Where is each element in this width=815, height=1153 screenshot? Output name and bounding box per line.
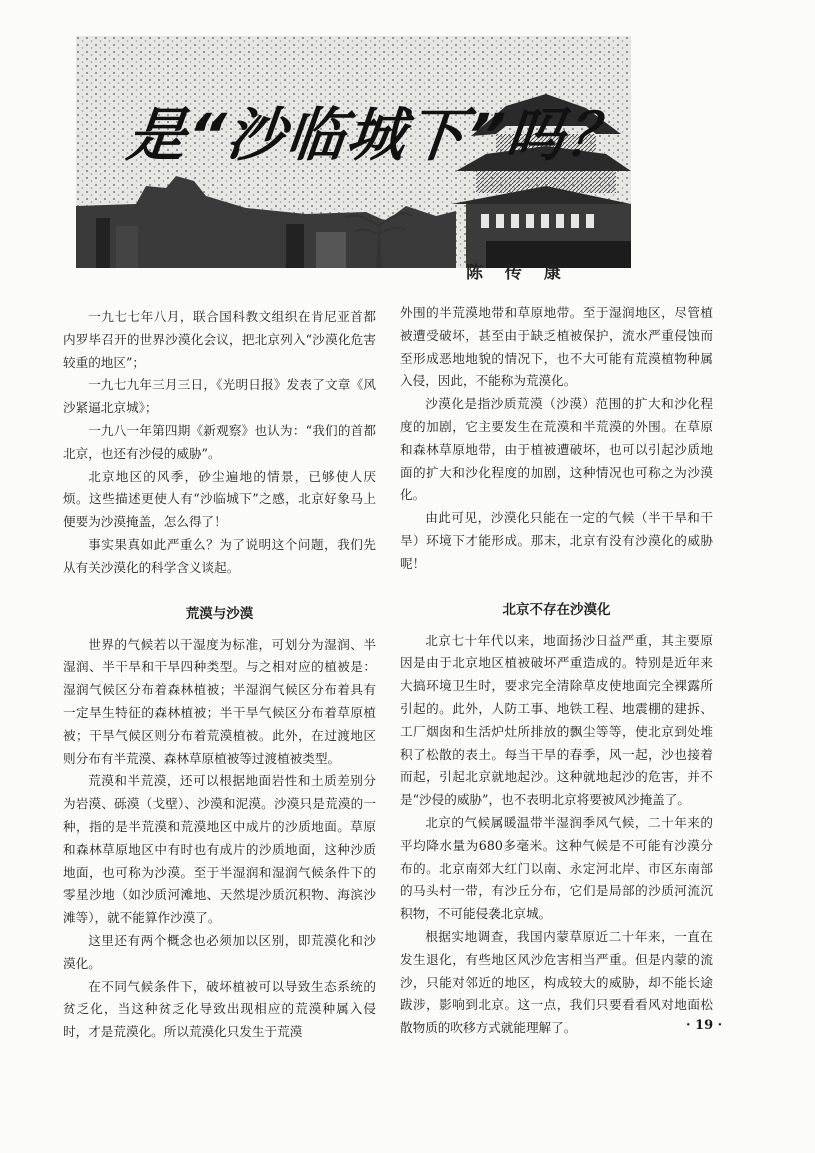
paragraph: 北京七十年代以来，地面扬沙日益严重，其主要原因是由于北京地区植被破坏严重造成的。特别是近年来大搞环境卫生时，要求完全清除草皮使地面完全裸露所引起的。此外，人防工事、地铁工程、地震棚的建拆、工厂烟囱和生活炉灶所排放的飘尘等等，使北京到处堆积了松散的表土。每当干旱的春季，风一起，沙也接着而起，引起北京就地起沙。这种就地起沙的危害，并不是“沙侵的威胁”，也不表明北京将要被风沙掩盖了。 (400, 632, 713, 808)
paragraph: 一九八一年第四期《新观察》也认为：“我们的首都北京，也还有沙侵的威胁”。 (63, 422, 376, 461)
paragraph: 根据实地调查，我国内蒙草原近二十年来，一直在发生退化，有些地区风沙危害相当严重。但是内蒙的流沙，只能对邻近的地区，构成较大的威胁，却不能长途跋涉，影响到北京。这一点，我们只要看看风对地面松散物质的吹移方式就能理解了。 (400, 928, 713, 1036)
article-author: 陈 传 康 (466, 263, 569, 283)
paragraph: 沙漠化是指沙质荒漠（沙漠）范围的扩大和沙化程度的加剧，它主要发生在荒漠和半荒漠的外围。在草原和森林草原地带，由于植被遭破坏，也可以引起沙质地面的扩大和沙化程度的加剧，这种情况也可称之为沙漠化。 (400, 396, 713, 503)
section-heading: 北京不存在沙漠化 (502, 601, 611, 618)
building-icon (316, 232, 346, 268)
paragraph: 世界的气候若以干湿度为标准，可划分为湿润、半湿润、半干旱和干旱四种类型。与之相对应的植被是：湿润气候区分布着森林植被；半湿润气候区分布着具有一定旱生特征的森林植被；半干旱气候区分布着草原植被；干旱气候区则分布着荒漠植被。此外，在过渡地区则分布有半荒漠、森林草原植被等过渡植被类型。 (63, 636, 376, 766)
paragraph: 一九七九年三月三日，《光明日报》发表了文章《风沙紧逼北京城》； (63, 377, 376, 416)
paragraph: 这里还有两个概念也必须加以区别，即荒漠化和沙漠化。 (63, 932, 376, 971)
paragraph: 一九七七年八月，联合国科教文组织在肯尼亚首都内罗毕召开的世界沙漠化会议，把北京列入“沙漠化危害较重的地区”； (63, 309, 376, 370)
article-title: 是“沙临城下”吗？ (123, 101, 630, 169)
paragraph: 北京的气候属暖温带半湿润季风气候，二十年来的平均降水量为680多毫米。这种气候是不可能有沙漠分布的。北京南郊大红门以南、永定河北岸、市区东南部的马头村一带，有沙丘分布，它们是局部的沙质河流沉积物，不可能侵袭北京城。 (400, 814, 713, 922)
building-icon (116, 226, 138, 268)
paragraph-continued: 外围的半荒漠地带和草原地带。至于湿润地区，尽管植被遭受破坏，甚至由于缺乏植被保护，流水严重侵蚀而至形成恶地地貌的情况下，也不大可能有荒漠植物种属入侵，因此，不能称为荒漠化。 (400, 305, 713, 389)
building-icon (286, 224, 304, 268)
paragraph: 事实果真如此严重么？为了说明这个问题，我们先从有关沙漠化的科学含义谈起。 (63, 536, 376, 575)
paragraph: 荒漠和半荒漠，还可以根据地面岩性和土质差别分为岩漠、砾漠（戈壁）、沙漠和泥漠。沙漠只是荒漠的一种，指的是半荒漠和荒漠地区中成片的沙质地面。草原和森林草原地区中有时也有成片的沙质地面，这种沙质地面，也可称为沙漠。至于半湿润和湿润气候条件下的零星沙地（如沙质河滩地、天然堤沙质沉积物、海滨沙滩等），就不能算作沙漠了。 (63, 773, 376, 926)
paragraph: 北京地区的风季，砂尘遍地的情景，已够使人厌烦。这些描述更使人有“沙临城下”之感，北京好象马上便要为沙漠掩盖，怎么得了！ (63, 468, 376, 530)
building-icon (96, 218, 110, 268)
header-illustration (76, 36, 631, 268)
section-heading: 荒漠与沙漠 (185, 605, 254, 622)
paragraph: 在不同气候条件下，破坏植被可以导致生态系统的贫乏化，当这种贫乏化导致出现相应的荒漠种属入侵时，才是荒漠化。所以荒漠化只发生于荒漠 (63, 978, 376, 1040)
right-column (400, 302, 713, 1040)
paragraph: 由此可见，沙漠化只能在一定的气候（半干旱和干旱）环境下才能形成。那末，北京有没有沙漠化的威胁呢！ (400, 510, 713, 571)
left-column (63, 306, 376, 1044)
page-number: · 19 · (686, 1018, 723, 1033)
